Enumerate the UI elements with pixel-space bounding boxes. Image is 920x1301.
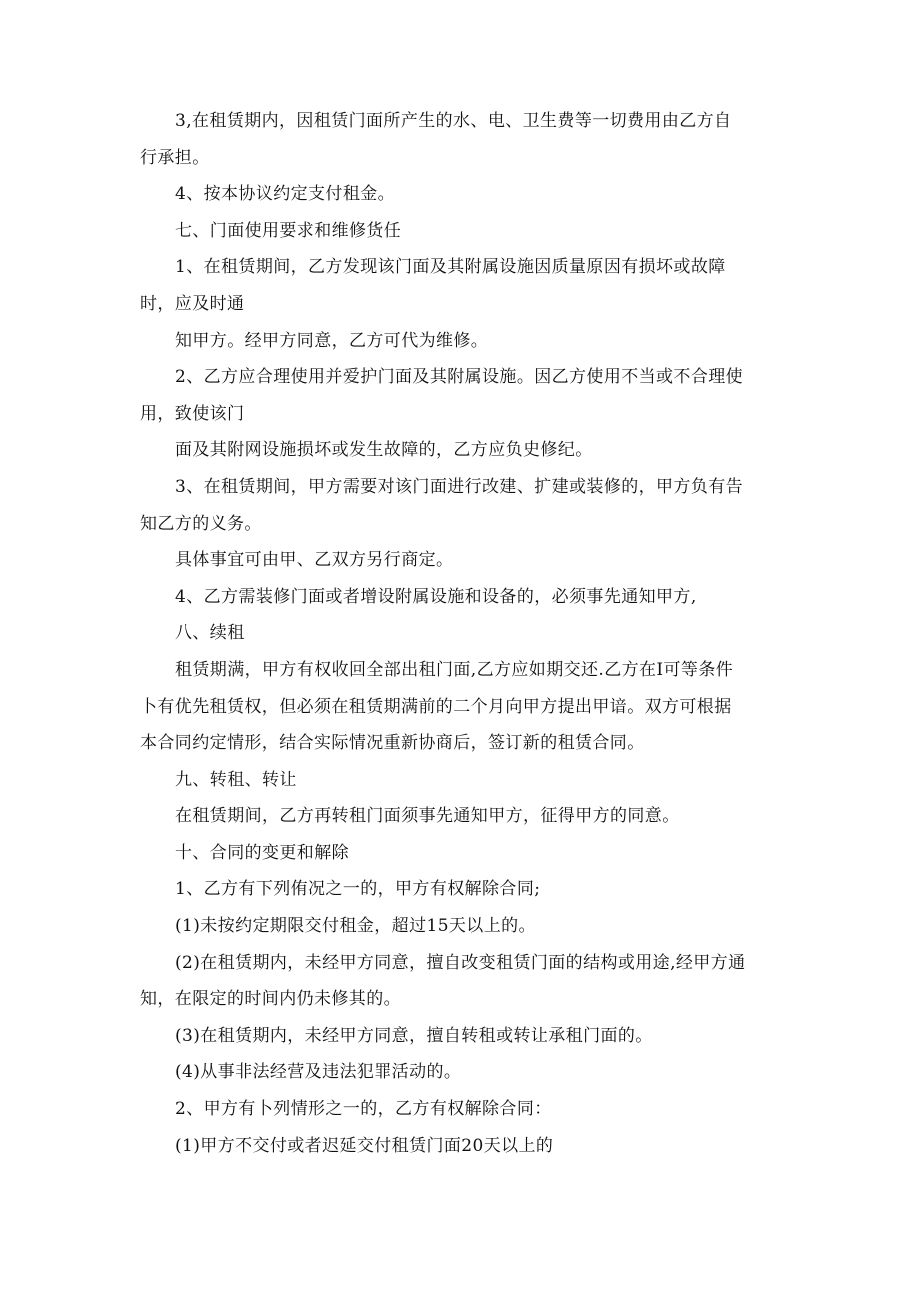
section-heading-7: 七、门面使用要求和维修货任 — [175, 220, 402, 241]
text-line: 用，致使该门 — [140, 403, 245, 424]
section-heading-10: 十、合同的变更和解除 — [175, 842, 349, 863]
paragraph-2: 4、按本协议约定支付租金。 — [175, 184, 396, 205]
section-heading-8: 八、续租 — [175, 623, 245, 644]
paragraph-12: 1、乙方有下列侑况之一的，甲方有权解除合同; — [175, 879, 541, 900]
text-line: 2、乙方应合理使用并爱护门面及其附属设施。因乙方使用不当或不合理使 — [175, 367, 744, 388]
paragraph-7 — [140, 469, 785, 542]
paragraph-14 — [140, 945, 785, 1018]
text-line: 本合同约定情形，结合实际情况重新协商后，签订新的租赁合同。 — [140, 733, 645, 754]
paragraph-4: 知甲方。经甲方同意，乙方可代为维修。 — [175, 330, 489, 351]
text-line: (2)在租赁期内，未经甲方同意，擅自改变租赁门面的结构或用途,经甲方通 — [175, 952, 746, 973]
text-line: 知，在限定的时间内仍未修其的。 — [140, 989, 401, 1010]
text-line: 租赁期满，甲方有权收回全部出租门面,乙方应如期交还.乙方在I可等条件 — [175, 659, 734, 680]
paragraph-11: 在租赁期间，乙方再转租门面须事先通知甲方，征得甲方的同意。 — [175, 806, 680, 827]
paragraph-13: (1)未按约定期限交付租金，超过15天以上的。 — [175, 916, 536, 937]
paragraph-6: 面及其附网设施损坏或发生故障的，乙方应负史修纪。 — [175, 440, 593, 461]
paragraph-10 — [140, 652, 785, 762]
text-line: 时，应及时通 — [140, 293, 245, 314]
paragraph-3 — [140, 249, 785, 322]
text-line: 行承担。 — [140, 147, 210, 168]
paragraph-1 — [140, 103, 785, 176]
section-heading-9: 九、转租、转让 — [175, 769, 297, 790]
text-line: 卜有优先租赁权，但必须在租赁期满前的二个月向甲方提出甲谙。双方可根据 — [140, 696, 732, 717]
paragraph-18: (1)甲方不交付或者迟延交付租赁门面20天以上的 — [175, 1135, 554, 1156]
paragraph-8: 具体事宜可由甲、乙双方另行商定。 — [175, 550, 454, 571]
paragraph-17: 2、甲方有卜列情形之一的，乙方有权解除合同： — [175, 1099, 552, 1120]
paragraph-9: 4、乙方需装修门面或者增设附属设施和设备的，必须事先通知甲方, — [175, 586, 697, 607]
paragraph-16: (4)从事非法经营及违法犯罪活动的。 — [175, 1062, 462, 1083]
paragraph-15: (3)在租赁期内，未经甲方同意，擅自转租或转让承租门面的。 — [175, 1025, 653, 1046]
paragraph-5 — [140, 359, 785, 432]
text-line: 知乙方的义务。 — [140, 513, 262, 534]
text-line: 1、在租赁期间，乙方发现该门面及其附属设施因质量原因有损坏或故障 — [175, 257, 726, 278]
text-line: 3、在租赁期间，甲方需要对该门面进行改建、扩建或装修的，甲方负有告 — [175, 476, 744, 497]
document-body — [140, 103, 785, 1164]
text-line: 3,在租赁期内，因租赁门面所产生的水、电、卫生费等一切费用由乙方自 — [175, 111, 732, 131]
